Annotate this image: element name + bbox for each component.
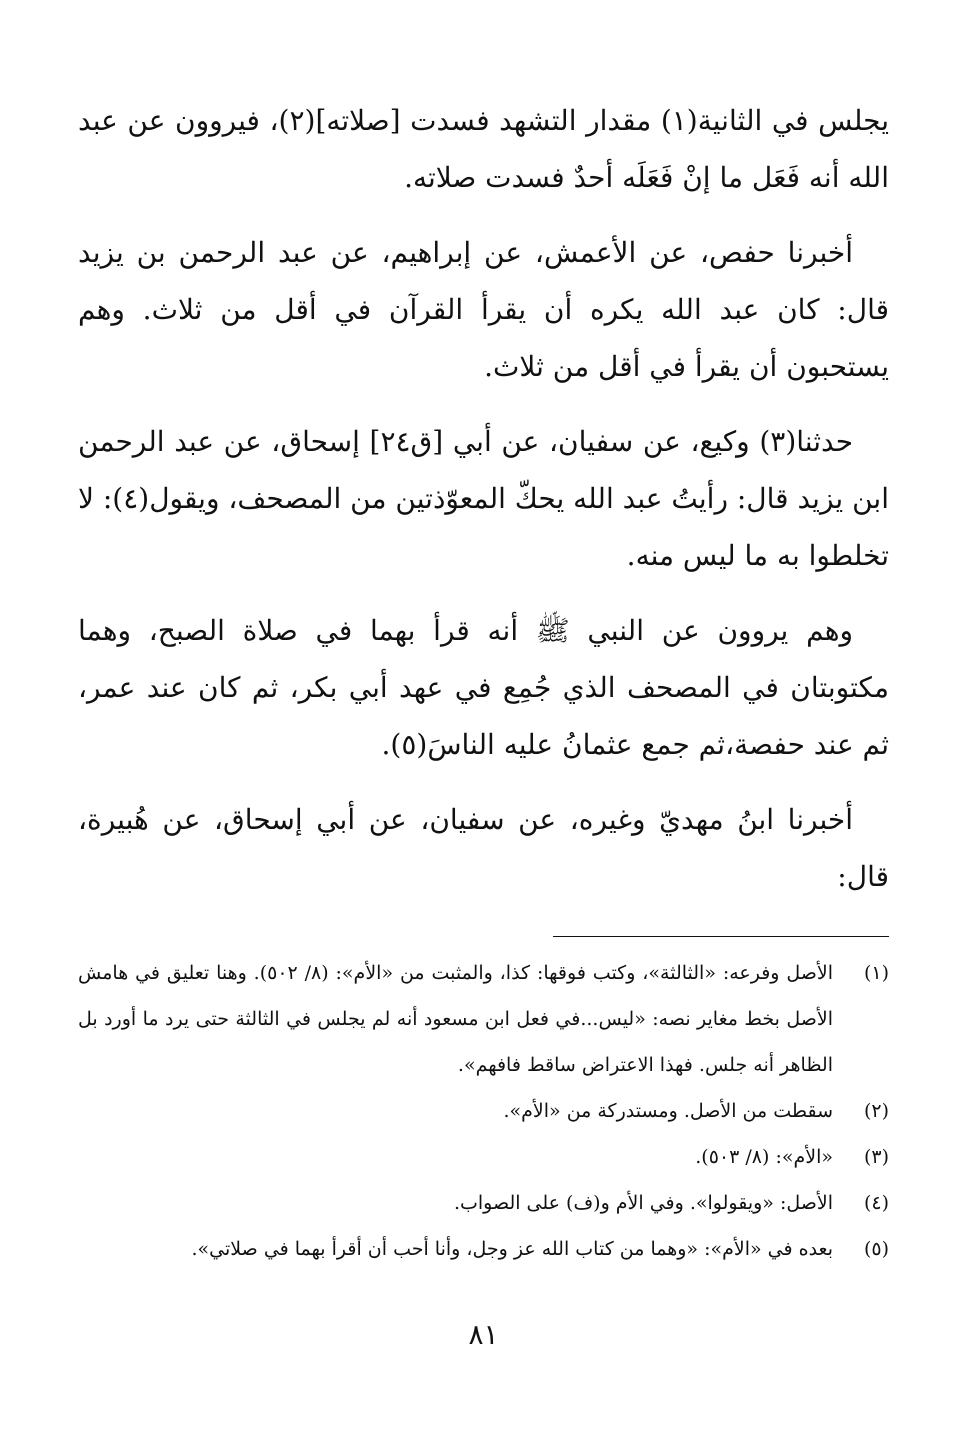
footnote-number: (٣) [863,1146,889,1168]
footnote-5 [78,1226,889,1272]
footnote-text: «الأم»: (٨/ ٥٠٣). [695,1146,833,1168]
footnotes [78,950,889,1272]
footnote-text: بعده في «الأم»: «وهما من كتاب الله عز وجل، وأنا أحب أن أقرأ بهما في صلاتي». [191,1238,833,1260]
footnote-4 [78,1180,889,1226]
paragraph-1: يجلس في الثانية(١) مقدار التشهد فسدت [صلاته](٢)، فيروون عن عبد الله أنه فَعَل ما إنْ فَعَلَه أحدٌ فسدت صلاته. [78,104,889,194]
footnote-1 [78,950,889,1088]
footnote-2 [78,1088,889,1134]
main-text [78,92,889,923]
footnote-text: سقطت من الأصل. ومستدركة من «الأم». [503,1100,833,1122]
paragraph-4: وهم يروون عن النبي ﷺ أنه قرأ بهما في صلاة الصبح، وهما مكتوبتان في المصحف الذي جُمِع في عهد أبي بكر، ثم كان عند عمر، ثم عند حفصة،ثم جمع عثمانُ عليه الناسَ(٥). [78,614,889,761]
paragraph-2: أخبرنا حفص، عن الأعمش، عن إبراهيم، عن عبد الرحمن بن يزيد قال: كان عبد الله يكره أن يقرأ القرآن في أقل من ثلاث. وهم يستحبون أن يقرأ في أقل من ثلاث. [78,236,889,383]
paragraph-5: أخبرنا ابنُ مهديّ وغيره، عن سفيان، عن أبي إسحاق، عن هُبيرة، قال: [78,803,889,893]
footnote-number: (٥) [863,1238,889,1260]
footnote-text: الأصل: «ويقولوا». وفي الأم و(ف) على الصواب. [453,1192,833,1214]
footnote-divider [553,936,889,937]
footnote-3 [78,1134,889,1180]
paragraph-3: حدثنا(٣) وكيع، عن سفيان، عن أبي [ق٢٤] إسحاق، عن عبد الرحمن ابن يزيد قال: رأيتُ عبد الله يحكّ المعوّذتين من المصحف، ويقول(٤): لا تخلطوا به ما ليس منه. [78,425,889,572]
footnote-number: (٤) [863,1192,889,1214]
footnote-text: الأصل وفرعه: «الثالثة»، وكتب فوقها: كذا، والمثبت من «الأم»: (٨/ ٥٠٢). وهنا تعليق في هامش الأصل بخط مغاير نصه: «ليس...في فعل ابن مسعود أنه لم يجلس في الثالثة حتى يرد ما أورد بل الظاهر أنه جلس. فهذا الاعتراض ساقط فافهم». [78,962,833,1076]
footnote-number: (٢) [863,1100,889,1122]
footnote-number: (١) [863,962,889,984]
page-number: ٨١ [468,1318,499,1351]
